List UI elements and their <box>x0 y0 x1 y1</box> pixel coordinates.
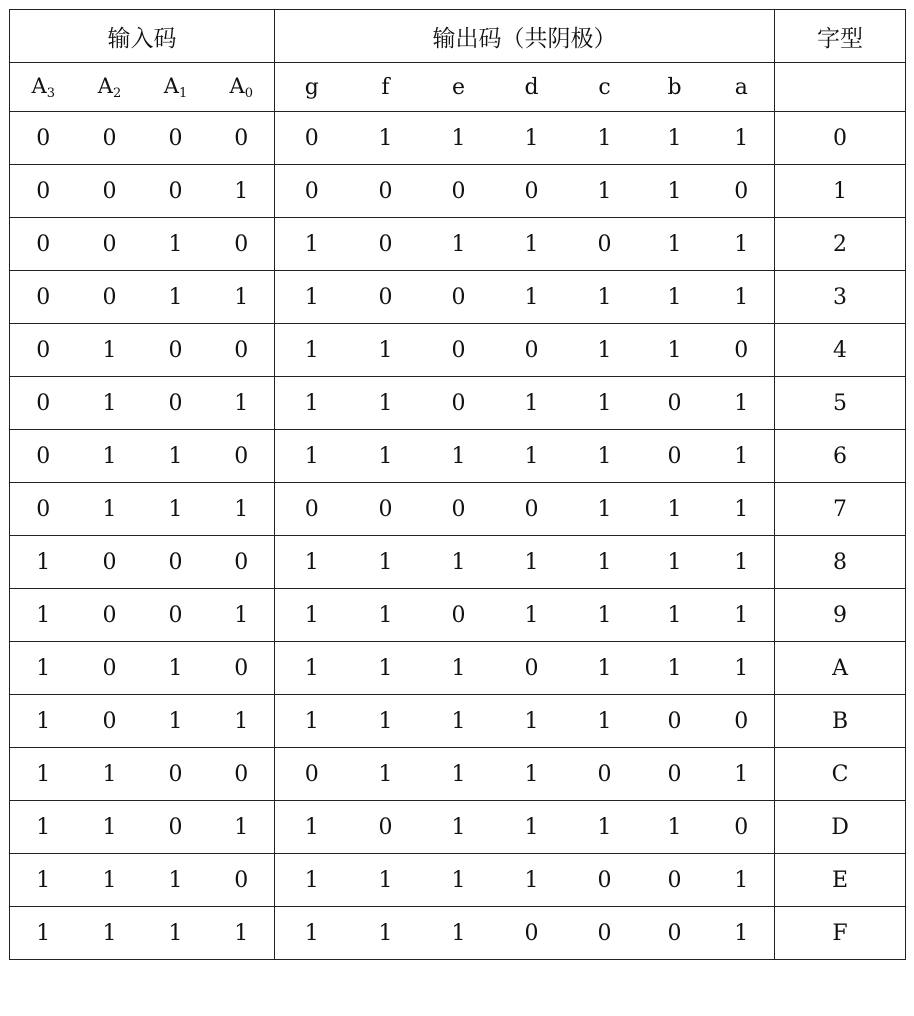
output-bit-cell: 1 <box>349 324 423 377</box>
glyph-cell: 3 <box>775 271 906 324</box>
output-bit-cell: 1 <box>641 483 709 536</box>
output-bit-cell: 0 <box>495 324 569 377</box>
output-bit-cell: 1 <box>423 748 495 801</box>
input-bit-cell: 0 <box>10 271 77 324</box>
output-bit-cell: 1 <box>709 748 775 801</box>
input-bit-cell: 1 <box>77 801 143 854</box>
input-bit-cell: 1 <box>10 536 77 589</box>
output-bit-cell: 0 <box>349 218 423 271</box>
output-bit-cell: 1 <box>641 642 709 695</box>
output-bit-cell: 1 <box>495 112 569 165</box>
output-bit-cell: 0 <box>641 377 709 430</box>
input-bit-cell: 0 <box>209 536 275 589</box>
glyph-cell: C <box>775 748 906 801</box>
output-bit-cell: 1 <box>275 907 349 960</box>
output-bit-cell: 1 <box>569 536 641 589</box>
output-bit-cell: 0 <box>569 748 641 801</box>
output-bit-cell: 0 <box>275 112 349 165</box>
table-row <box>10 218 906 271</box>
input-bit-cell: 1 <box>10 642 77 695</box>
output-bit-cell: 0 <box>569 854 641 907</box>
input-bit-cell: 0 <box>143 801 209 854</box>
table-row <box>10 695 906 748</box>
glyph-cell: 9 <box>775 589 906 642</box>
output-bit-cell: 1 <box>641 801 709 854</box>
input-col-sub: 0 <box>244 85 253 101</box>
output-bit-cell: 1 <box>423 801 495 854</box>
input-bit-cell: 1 <box>10 907 77 960</box>
input-bit-cell: 1 <box>77 907 143 960</box>
input-bit-cell: 0 <box>209 218 275 271</box>
output-bit-cell: 0 <box>495 483 569 536</box>
output-bit-cell: 0 <box>641 854 709 907</box>
input-bit-cell: 0 <box>143 748 209 801</box>
output-bit-cell: 1 <box>641 112 709 165</box>
output-bit-cell: 0 <box>275 483 349 536</box>
output-bit-cell: 1 <box>495 854 569 907</box>
output-bit-cell: 1 <box>495 430 569 483</box>
input-col-base: A <box>97 73 113 98</box>
output-bit-cell: 1 <box>569 165 641 218</box>
output-bit-cell: 1 <box>709 430 775 483</box>
output-bit-cell: 1 <box>423 695 495 748</box>
input-bit-cell: 1 <box>143 218 209 271</box>
output-bit-cell: 1 <box>275 377 349 430</box>
table-row <box>10 801 906 854</box>
input-bit-cell: 0 <box>10 218 77 271</box>
output-bit-cell: 1 <box>709 377 775 430</box>
output-bit-cell: 0 <box>423 165 495 218</box>
output-bit-cell: 1 <box>569 112 641 165</box>
glyph-cell: 1 <box>775 165 906 218</box>
output-bit-cell: 0 <box>349 165 423 218</box>
input-col-header <box>209 63 275 112</box>
input-bit-cell: 0 <box>10 377 77 430</box>
output-bit-cell: 0 <box>641 748 709 801</box>
output-bit-cell: 1 <box>569 483 641 536</box>
input-bit-cell: 1 <box>10 748 77 801</box>
input-bit-cell: 1 <box>143 642 209 695</box>
input-bit-cell: 1 <box>77 430 143 483</box>
input-bit-cell: 0 <box>77 112 143 165</box>
output-bit-cell: 1 <box>569 589 641 642</box>
table-row <box>10 854 906 907</box>
output-bit-cell: 0 <box>641 907 709 960</box>
table-row <box>10 748 906 801</box>
input-bit-cell: 1 <box>143 483 209 536</box>
input-bit-cell: 0 <box>209 854 275 907</box>
input-bit-cell: 1 <box>77 748 143 801</box>
output-bit-cell: 1 <box>349 695 423 748</box>
input-bit-cell: 0 <box>10 483 77 536</box>
output-bit-cell: 1 <box>423 218 495 271</box>
output-bit-cell: 0 <box>641 695 709 748</box>
input-bit-cell: 0 <box>77 695 143 748</box>
input-bit-cell: 0 <box>143 589 209 642</box>
output-bit-cell: 1 <box>275 324 349 377</box>
group-header-row <box>10 10 906 63</box>
input-bit-cell: 0 <box>209 430 275 483</box>
input-bit-cell: 0 <box>143 536 209 589</box>
glyph-cell: 2 <box>775 218 906 271</box>
input-bit-cell: 1 <box>209 165 275 218</box>
output-bit-cell: 1 <box>349 854 423 907</box>
output-bit-cell: 1 <box>709 589 775 642</box>
input-bit-cell: 1 <box>209 377 275 430</box>
output-bit-cell: 1 <box>349 430 423 483</box>
output-bit-cell: 0 <box>709 165 775 218</box>
input-col-base: A <box>31 73 47 98</box>
glyph-cell: 8 <box>775 536 906 589</box>
input-bit-cell: 1 <box>10 589 77 642</box>
column-header-row <box>10 63 906 112</box>
output-bit-cell: 0 <box>349 483 423 536</box>
output-bit-cell: 1 <box>349 748 423 801</box>
input-col-header <box>77 63 143 112</box>
input-bit-cell: 0 <box>209 324 275 377</box>
input-code-header: 输入码 <box>10 10 275 63</box>
input-bit-cell: 0 <box>209 642 275 695</box>
output-bit-cell: 1 <box>275 536 349 589</box>
output-bit-cell: 1 <box>423 536 495 589</box>
output-code-header: 输出码（共阴极） <box>275 10 775 63</box>
output-bit-cell: 1 <box>709 483 775 536</box>
input-bit-cell: 0 <box>10 324 77 377</box>
output-bit-cell: 1 <box>569 271 641 324</box>
glyph-col-header <box>775 63 906 112</box>
input-col-sub: 2 <box>112 85 122 101</box>
output-bit-cell: 1 <box>709 642 775 695</box>
output-bit-cell: 1 <box>275 589 349 642</box>
input-bit-cell: 0 <box>77 165 143 218</box>
input-bit-cell: 0 <box>77 218 143 271</box>
output-bit-cell: 1 <box>495 589 569 642</box>
output-col-header: d <box>495 63 569 112</box>
output-bit-cell: 1 <box>709 536 775 589</box>
table-row <box>10 483 906 536</box>
output-bit-cell: 1 <box>641 324 709 377</box>
output-bit-cell: 1 <box>709 907 775 960</box>
input-bit-cell: 0 <box>10 165 77 218</box>
output-bit-cell: 0 <box>569 907 641 960</box>
output-bit-cell: 0 <box>709 695 775 748</box>
output-bit-cell: 1 <box>495 218 569 271</box>
output-bit-cell: 1 <box>495 536 569 589</box>
input-bit-cell: 0 <box>143 377 209 430</box>
output-bit-cell: 1 <box>495 271 569 324</box>
output-bit-cell: 1 <box>569 324 641 377</box>
input-bit-cell: 0 <box>10 112 77 165</box>
output-bit-cell: 1 <box>709 854 775 907</box>
input-bit-cell: 0 <box>209 748 275 801</box>
input-bit-cell: 1 <box>209 483 275 536</box>
output-bit-cell: 1 <box>495 748 569 801</box>
input-bit-cell: 1 <box>10 801 77 854</box>
output-bit-cell: 1 <box>423 430 495 483</box>
output-bit-cell: 1 <box>709 271 775 324</box>
output-bit-cell: 0 <box>275 165 349 218</box>
glyph-cell: 6 <box>775 430 906 483</box>
input-bit-cell: 0 <box>143 324 209 377</box>
output-bit-cell: 1 <box>641 536 709 589</box>
output-bit-cell: 1 <box>275 801 349 854</box>
output-col-header: a <box>709 63 775 112</box>
input-bit-cell: 0 <box>10 430 77 483</box>
output-bit-cell: 1 <box>641 218 709 271</box>
input-bit-cell: 1 <box>209 801 275 854</box>
output-bit-cell: 0 <box>709 801 775 854</box>
glyph-cell: B <box>775 695 906 748</box>
input-bit-cell: 1 <box>209 907 275 960</box>
glyph-cell: D <box>775 801 906 854</box>
input-bit-cell: 0 <box>77 271 143 324</box>
output-bit-cell: 1 <box>641 165 709 218</box>
output-bit-cell: 0 <box>423 483 495 536</box>
output-bit-cell: 1 <box>495 377 569 430</box>
glyph-cell: 7 <box>775 483 906 536</box>
input-bit-cell: 1 <box>143 430 209 483</box>
table-row <box>10 271 906 324</box>
input-bit-cell: 0 <box>209 112 275 165</box>
output-bit-cell: 1 <box>569 430 641 483</box>
input-bit-cell: 1 <box>77 377 143 430</box>
input-bit-cell: 1 <box>143 907 209 960</box>
glyph-cell: E <box>775 854 906 907</box>
table-row <box>10 324 906 377</box>
table-row <box>10 589 906 642</box>
table-row <box>10 430 906 483</box>
output-col-header: e <box>423 63 495 112</box>
output-bit-cell: 0 <box>275 748 349 801</box>
table-row <box>10 377 906 430</box>
glyph-header: 字型 <box>775 10 906 63</box>
output-bit-cell: 1 <box>423 112 495 165</box>
output-col-header: b <box>641 63 709 112</box>
output-bit-cell: 0 <box>423 271 495 324</box>
table-row <box>10 907 906 960</box>
truth-table <box>9 9 906 960</box>
output-bit-cell: 1 <box>275 854 349 907</box>
glyph-cell: 0 <box>775 112 906 165</box>
output-bit-cell: 1 <box>275 430 349 483</box>
input-col-header <box>143 63 209 112</box>
input-bit-cell: 1 <box>143 271 209 324</box>
input-bit-cell: 1 <box>10 695 77 748</box>
output-bit-cell: 0 <box>569 218 641 271</box>
output-bit-cell: 1 <box>569 377 641 430</box>
input-col-base: A <box>163 73 179 98</box>
table-row <box>10 536 906 589</box>
input-col-base: A <box>229 73 245 98</box>
output-bit-cell: 1 <box>569 695 641 748</box>
input-col-header <box>10 63 77 112</box>
table-row <box>10 112 906 165</box>
table-row <box>10 642 906 695</box>
output-bit-cell: 0 <box>423 589 495 642</box>
output-bit-cell: 1 <box>349 112 423 165</box>
output-col-header: c <box>569 63 641 112</box>
input-bit-cell: 1 <box>77 854 143 907</box>
input-col-sub: 3 <box>46 85 55 101</box>
output-col-header: f <box>349 63 423 112</box>
output-bit-cell: 1 <box>495 695 569 748</box>
glyph-cell: 5 <box>775 377 906 430</box>
glyph-cell: A <box>775 642 906 695</box>
output-bit-cell: 0 <box>709 324 775 377</box>
input-bit-cell: 1 <box>143 695 209 748</box>
output-bit-cell: 1 <box>423 642 495 695</box>
output-bit-cell: 1 <box>423 907 495 960</box>
output-bit-cell: 1 <box>569 642 641 695</box>
input-bit-cell: 0 <box>143 112 209 165</box>
output-bit-cell: 1 <box>349 377 423 430</box>
input-col-sub: 1 <box>178 85 188 101</box>
output-bit-cell: 0 <box>641 430 709 483</box>
glyph-cell: 4 <box>775 324 906 377</box>
output-col-header: g <box>275 63 349 112</box>
input-bit-cell: 0 <box>77 589 143 642</box>
output-bit-cell: 1 <box>349 907 423 960</box>
glyph-cell: F <box>775 907 906 960</box>
output-bit-cell: 1 <box>709 218 775 271</box>
input-bit-cell: 1 <box>143 854 209 907</box>
output-bit-cell: 1 <box>495 801 569 854</box>
output-bit-cell: 0 <box>495 165 569 218</box>
output-bit-cell: 0 <box>423 324 495 377</box>
input-bit-cell: 0 <box>77 642 143 695</box>
output-bit-cell: 1 <box>641 271 709 324</box>
output-bit-cell: 0 <box>423 377 495 430</box>
input-bit-cell: 0 <box>143 165 209 218</box>
input-bit-cell: 1 <box>77 324 143 377</box>
output-bit-cell: 0 <box>495 642 569 695</box>
output-bit-cell: 1 <box>641 589 709 642</box>
output-bit-cell: 1 <box>569 801 641 854</box>
output-bit-cell: 1 <box>275 642 349 695</box>
output-bit-cell: 1 <box>349 536 423 589</box>
input-bit-cell: 1 <box>209 589 275 642</box>
output-bit-cell: 1 <box>275 271 349 324</box>
input-bit-cell: 1 <box>10 854 77 907</box>
output-bit-cell: 0 <box>349 271 423 324</box>
input-bit-cell: 0 <box>77 536 143 589</box>
input-bit-cell: 1 <box>77 483 143 536</box>
input-bit-cell: 1 <box>209 695 275 748</box>
output-bit-cell: 1 <box>349 589 423 642</box>
table-row <box>10 165 906 218</box>
output-bit-cell: 0 <box>495 907 569 960</box>
output-bit-cell: 1 <box>275 695 349 748</box>
output-bit-cell: 1 <box>423 854 495 907</box>
output-bit-cell: 1 <box>275 218 349 271</box>
output-bit-cell: 1 <box>709 112 775 165</box>
output-bit-cell: 0 <box>349 801 423 854</box>
output-bit-cell: 1 <box>349 642 423 695</box>
input-bit-cell: 1 <box>209 271 275 324</box>
